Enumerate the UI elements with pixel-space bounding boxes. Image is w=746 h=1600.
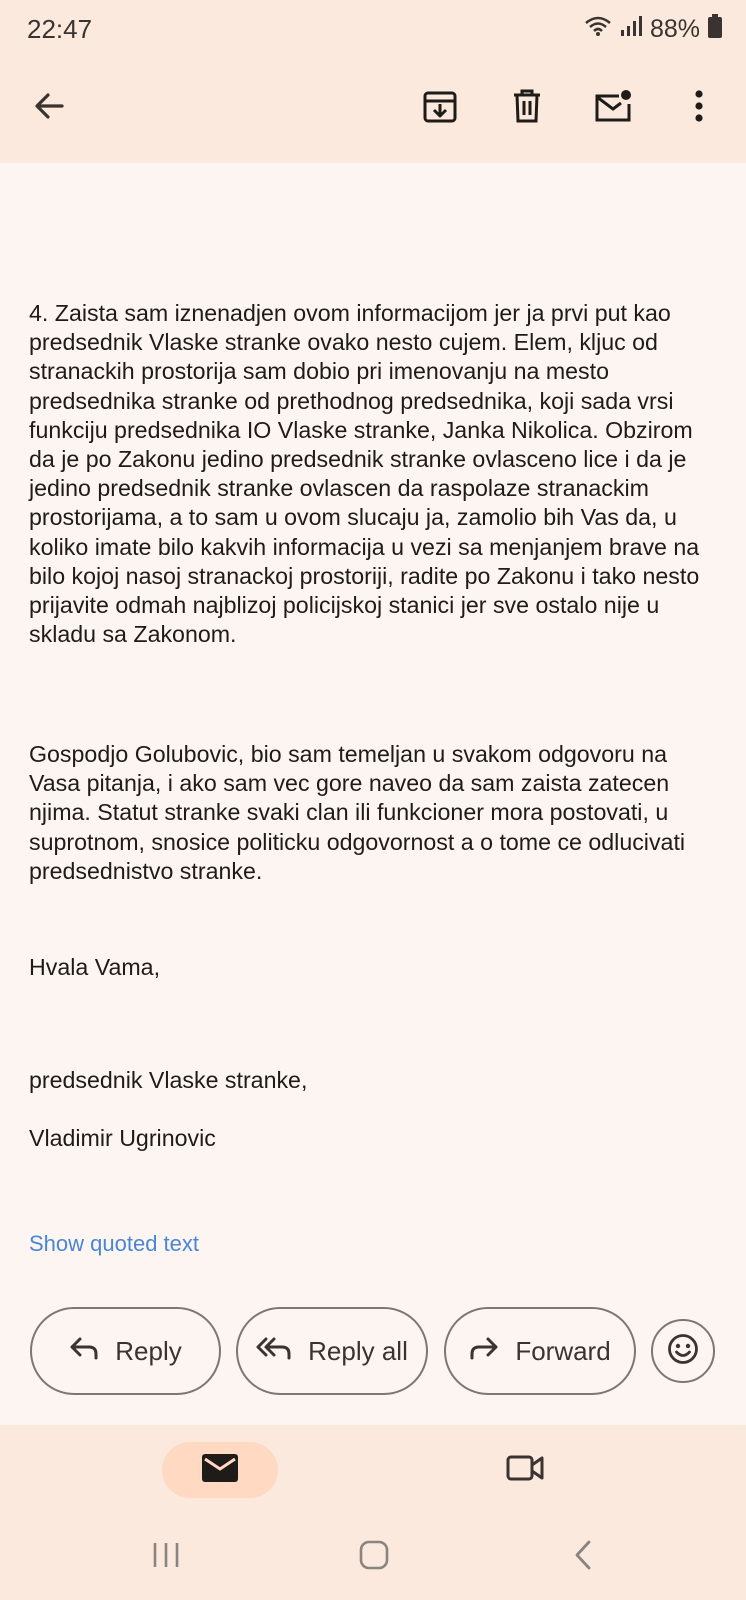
delete-icon [510,88,544,129]
recent-apps-button[interactable] [136,1535,196,1579]
mark-unread-button[interactable] [585,80,641,136]
meet-tab[interactable] [497,1442,553,1498]
reply-all-button[interactable] [236,1307,428,1395]
email-paragraph: Hvala Vama, [29,954,161,980]
back-arrow-icon [32,89,66,128]
home-button[interactable] [344,1535,404,1579]
videocam-icon [506,1453,544,1488]
email-toolbar [0,58,746,163]
status-time: 22:47 [27,14,93,44]
home-icon [359,1540,389,1575]
mark-unread-icon [593,88,633,129]
forward-icon [469,1336,499,1367]
forward-label: Forward [515,1335,611,1366]
recent-apps-icon [151,1541,181,1574]
back-nav-button[interactable] [554,1535,614,1579]
smiley-icon [667,1333,699,1370]
bottom-navigation [0,1425,746,1515]
mail-tab[interactable] [162,1442,278,1498]
email-body [0,163,746,1425]
email-paragraph: Gospodjo Golubovic, bio sam temeljan u svakom odgovoru na Vasa pitanja, i ako sam vec gore naveo da sam zaista zatecen njima. Statut stranke svaki clan ili funkcioner mora postovati, u suprotnom, snosice politicku odgovornost a o tome ce odlucivati predsednistvo stranke. [29,741,686,884]
battery-percent: 88% [649,15,700,43]
signal-icon [620,15,642,44]
reply-all-label: Reply all [308,1335,408,1366]
back-chevron-icon [573,1540,595,1575]
status-icons [584,14,722,45]
email-signature-title: predsednik Vlaske stranke, [29,1067,308,1093]
more-options-button[interactable] [671,80,727,136]
status-bar [0,0,746,58]
system-navigation-bar [0,1515,746,1600]
more-vert-icon [694,89,704,128]
reply-all-icon [256,1336,292,1367]
show-quoted-text-link[interactable]: Show quoted text [29,1231,200,1256]
emoji-reaction-button[interactable] [651,1319,715,1383]
back-button[interactable] [21,80,77,136]
archive-icon [422,88,458,129]
email-signature-name: Vladimir Ugrinovic [29,1125,216,1151]
archive-button[interactable] [412,80,468,136]
reply-label: Reply [115,1335,182,1366]
wifi-icon [584,15,612,44]
email-paragraph: 4. Zaista sam iznenadjen ovom informacijom jer ja prvi put kao predsednik Vlaske stranke ovako nesto cujem. Elem, kljuc od stranackih prostorija sam dobio pri imenovanju na mesto predsednika stranke od prethodnog predsednika, koji sada vrsi funkciju predsednika IO Vlaske stranke, Janka Nikolica. Obzirom da je po Zakonu jedino predsednik stranke ovlasceno lice i da je jedino predsednik stranke ovlascen da raspolaze stranackim prostorijama, a to sam u ovom slucaju ja, zamolio bih Vas da, u koliko imate bilo kakvih informacija u vezi sa menjanjem brave na bilo kojoj nasoj stranackoj prostoriji, radite po Zakonu i tako nesto prijavite odmah najblizoj policijskoj stanici jer sve ostalo nije u skladu sa Zakonom. [29,300,700,648]
forward-button[interactable] [444,1307,636,1395]
battery-icon [708,14,722,45]
delete-button[interactable] [499,80,555,136]
mail-icon [201,1453,239,1488]
reply-button[interactable] [30,1307,221,1395]
reply-icon [69,1336,99,1367]
